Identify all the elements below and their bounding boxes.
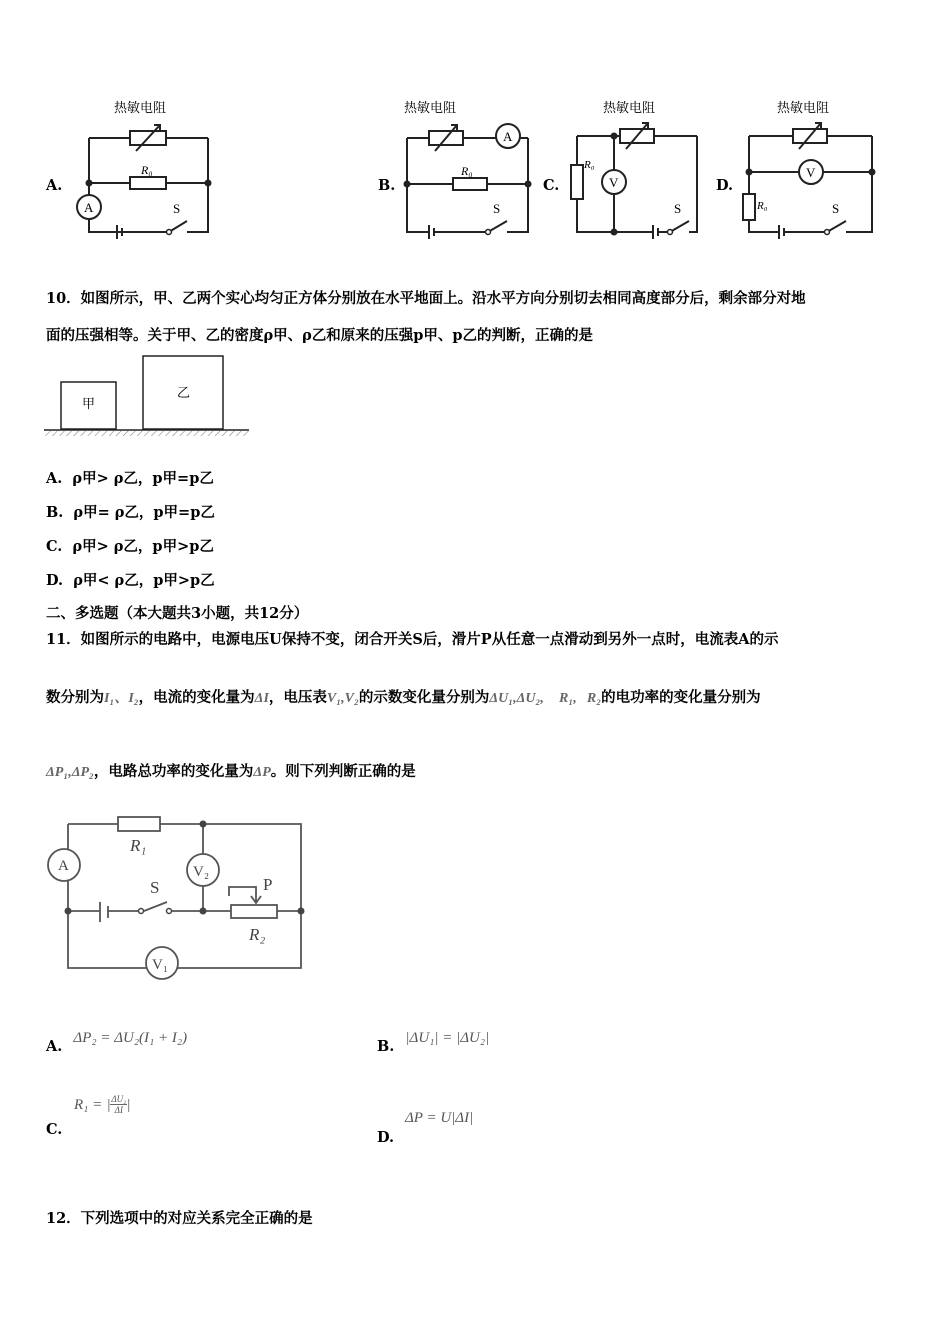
- option-a[interactable]: [46, 467, 214, 488]
- fraction-numerator: ΔU₂: [111, 1094, 127, 1104]
- fraction: [110, 1094, 127, 1115]
- q10-stem-line2: 面的压强相等。关于甲、乙的密度ρ甲、ρ乙和原来的压强p甲、p乙的判断，正确的是: [46, 327, 594, 344]
- option-label: D.: [377, 1129, 395, 1146]
- math-r1: R₁,: [559, 691, 577, 706]
- option-label: B.: [46, 504, 64, 521]
- r0-label: R₀: [141, 163, 153, 177]
- math-delta-i: ΔI: [254, 691, 269, 706]
- option-label: C.: [46, 538, 63, 555]
- voltmeter-icon: V: [609, 175, 619, 190]
- q10-blocks-figure: [44, 352, 254, 440]
- q11-stem-line3: [46, 760, 416, 781]
- fraction-denominator: ΔI: [114, 1105, 123, 1115]
- math-currents: I₁、I₂: [104, 691, 139, 706]
- math-voltmeters: V₁,V₂: [326, 691, 359, 706]
- circuit-diagram-d: [737, 96, 887, 241]
- circuit-diagram-b: [395, 96, 545, 241]
- r2-label: R₂: [249, 925, 266, 944]
- text-run: ，电路总功率的变化量为: [93, 763, 254, 780]
- math-delta-p12: ΔP₁,ΔP₂: [46, 765, 94, 780]
- r1-label: R₁: [130, 836, 147, 855]
- section-title: 二、多选题（本大题共3小题，共12分）: [46, 605, 309, 622]
- option-expr: ΔP = U|ΔI|: [405, 1110, 474, 1126]
- math-delta-p: ΔP: [253, 765, 271, 780]
- thermistor-caption: 热敏电阻: [404, 100, 457, 115]
- math-delta-u: ΔU₁,ΔU₂,: [489, 691, 544, 706]
- circuit-diagram-c: [565, 96, 710, 241]
- option-label: A.: [46, 1038, 63, 1055]
- block-jia-label: 甲: [82, 396, 96, 411]
- text-run: 。则下列判断正确的是: [270, 763, 416, 780]
- option-expr: |ΔU₁| = |ΔU₂|: [405, 1030, 490, 1046]
- switch-label: S: [173, 201, 181, 216]
- r0-label: R₀: [757, 200, 768, 212]
- option-text: ρ甲> ρ乙，p甲>p乙: [72, 538, 214, 555]
- option-label: D.: [716, 177, 734, 194]
- text-run: ，电流的变化量为: [138, 689, 255, 706]
- ammeter-icon: A: [84, 200, 94, 215]
- voltmeter-v1-icon: V₁: [152, 957, 169, 973]
- option-a[interactable]: [46, 1030, 187, 1055]
- option-label: D.: [46, 572, 64, 589]
- option-b[interactable]: [46, 501, 215, 522]
- thermistor-caption: 热敏电阻: [777, 100, 830, 115]
- option-c[interactable]: [46, 535, 214, 556]
- text-run: 的电功率的变化量分别为: [601, 689, 761, 706]
- option-b[interactable]: [377, 1030, 489, 1055]
- option-text: ρ甲< ρ乙，p甲>p乙: [73, 572, 215, 589]
- q10-stem-line1: 10．如图所示，甲、乙两个实心均匀正方体分别放在水平地面上。沿水平方向分别切去相同高度部分后，剩余部分对地: [46, 290, 806, 307]
- q12-stem: 12．下列选项中的对应关系完全正确的是: [46, 1210, 313, 1227]
- option-label: C.: [543, 177, 560, 194]
- text-run: 数分别为: [46, 689, 104, 706]
- text-run: 的示数变化量分别为: [358, 689, 490, 706]
- voltmeter-v2-icon: V₂: [193, 864, 210, 880]
- text-run: ，电压表: [268, 689, 327, 706]
- option-text: ρ甲= ρ乙，p甲=p乙: [73, 504, 215, 521]
- switch-label: S: [832, 201, 840, 216]
- option-c[interactable]: [46, 1094, 130, 1138]
- q11-stem-line1: 11．如图所示的电路中，电源电压U保持不变，闭合开关S后，滑片P从任意一点滑动到另外一点时，电流表A的示: [46, 631, 779, 648]
- expr-lhs: R₁ =: [74, 1097, 103, 1113]
- circuit-diagram-a: [66, 96, 226, 241]
- option-label: B.: [378, 177, 396, 194]
- switch-label: S: [674, 201, 682, 216]
- option-expr: R₁ = | $\frac{\text{ΔU₂}}{\Delta I}$ |: [74, 1094, 131, 1115]
- block-yi-label: 乙: [177, 385, 191, 400]
- option-text: ρ甲> ρ乙，p甲=p乙: [72, 470, 214, 487]
- r0-label: R₀: [461, 164, 473, 178]
- thermistor-caption: 热敏电阻: [114, 100, 167, 115]
- slider-label: P: [263, 875, 273, 894]
- ammeter-icon: A: [503, 129, 513, 144]
- ammeter-icon: A: [58, 858, 69, 874]
- option-label: C.: [46, 1121, 63, 1138]
- switch-label: S: [493, 201, 501, 216]
- option-label: B.: [377, 1038, 395, 1055]
- switch-label: S: [150, 878, 160, 897]
- math-r2: R₂: [586, 691, 602, 706]
- q11-stem-line2: [46, 686, 761, 707]
- option-expr: ΔP₂ = ΔU₂(I₁ + I₂): [73, 1030, 188, 1046]
- option-d[interactable]: [46, 569, 215, 590]
- voltmeter-icon: V: [806, 165, 816, 180]
- ground-hatch: [44, 431, 249, 436]
- thermistor-caption: 热敏电阻: [603, 100, 656, 115]
- option-label: A.: [46, 470, 63, 487]
- r0-label: R₀: [584, 159, 595, 171]
- option-label: A.: [46, 177, 63, 194]
- q11-circuit-diagram: [44, 810, 314, 990]
- option-d[interactable]: [377, 1110, 473, 1146]
